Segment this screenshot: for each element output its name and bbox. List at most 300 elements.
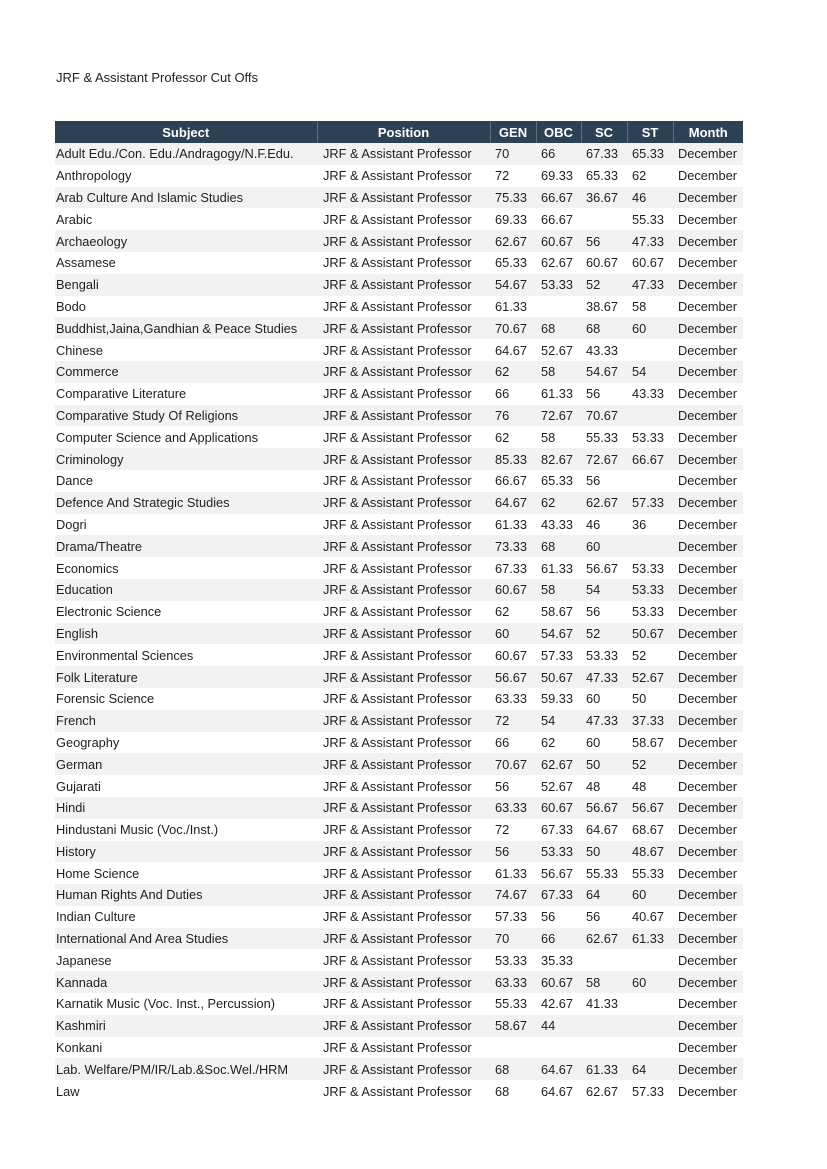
position-cell: JRF & Assistant Professor: [317, 601, 490, 623]
sc-cell: 68: [581, 317, 627, 339]
table-row: [55, 296, 743, 318]
position-cell: JRF & Assistant Professor: [317, 753, 490, 775]
table-row: [55, 361, 743, 383]
st-cell: 68.67: [627, 819, 673, 841]
obc-cell: 66.67: [536, 208, 581, 230]
obc-cell: 72.67: [536, 405, 581, 427]
position-cell: JRF & Assistant Professor: [317, 165, 490, 187]
subject-cell: Kannada: [55, 971, 317, 993]
subject-cell: Hindustani Music (Voc./Inst.): [55, 819, 317, 841]
sc-cell: [581, 949, 627, 971]
sc-cell: 61.33: [581, 1058, 627, 1080]
obc-cell: 52.67: [536, 339, 581, 361]
month-cell: December: [673, 862, 743, 884]
obc-cell: 58: [536, 579, 581, 601]
subject-cell: Electronic Science: [55, 601, 317, 623]
month-cell: December: [673, 710, 743, 732]
st-cell: 40.67: [627, 906, 673, 928]
gen-cell: 55.33: [490, 993, 536, 1015]
st-cell: [627, 470, 673, 492]
sc-cell: 50: [581, 841, 627, 863]
subject-cell: Bodo: [55, 296, 317, 318]
table-row: [55, 601, 743, 623]
month-cell: December: [673, 492, 743, 514]
st-cell: 60.67: [627, 252, 673, 274]
obc-cell: 57.33: [536, 644, 581, 666]
sc-cell: 55.33: [581, 426, 627, 448]
position-cell: JRF & Assistant Professor: [317, 187, 490, 209]
sc-cell: 60: [581, 535, 627, 557]
position-cell: JRF & Assistant Professor: [317, 688, 490, 710]
sc-cell: 41.33: [581, 993, 627, 1015]
subject-cell: Comparative Study Of Religions: [55, 405, 317, 427]
gen-cell: 62: [490, 361, 536, 383]
position-cell: JRF & Assistant Professor: [317, 514, 490, 536]
sc-cell: 67.33: [581, 143, 627, 165]
table-row: [55, 579, 743, 601]
subject-cell: Japanese: [55, 949, 317, 971]
subject-cell: Drama/Theatre: [55, 535, 317, 557]
st-cell: 43.33: [627, 383, 673, 405]
obc-cell: 58: [536, 426, 581, 448]
table-row: [55, 470, 743, 492]
subject-cell: Arabic: [55, 208, 317, 230]
table-row: [55, 949, 743, 971]
st-cell: 60: [627, 971, 673, 993]
obc-cell: 60.67: [536, 230, 581, 252]
table-row: [55, 230, 743, 252]
subject-cell: Home Science: [55, 862, 317, 884]
obc-cell: 65.33: [536, 470, 581, 492]
column-header-month: Month: [673, 121, 743, 143]
gen-cell: 72: [490, 819, 536, 841]
gen-cell: 60.67: [490, 644, 536, 666]
sc-cell: [581, 208, 627, 230]
position-cell: JRF & Assistant Professor: [317, 208, 490, 230]
table-row: [55, 732, 743, 754]
st-cell: 53.33: [627, 601, 673, 623]
obc-cell: 53.33: [536, 274, 581, 296]
table-row: [55, 1015, 743, 1037]
position-cell: JRF & Assistant Professor: [317, 1058, 490, 1080]
gen-cell: 70: [490, 143, 536, 165]
position-cell: JRF & Assistant Professor: [317, 971, 490, 993]
table-row: [55, 666, 743, 688]
table-row: [55, 252, 743, 274]
table-row: [55, 426, 743, 448]
table-row: [55, 339, 743, 361]
st-cell: 53.33: [627, 426, 673, 448]
st-cell: 60: [627, 317, 673, 339]
sc-cell: 52: [581, 274, 627, 296]
gen-cell: 68: [490, 1058, 536, 1080]
obc-cell: 56.67: [536, 862, 581, 884]
table-row: [55, 993, 743, 1015]
obc-cell: 66: [536, 928, 581, 950]
subject-cell: Defence And Strategic Studies: [55, 492, 317, 514]
obc-cell: 64.67: [536, 1080, 581, 1102]
obc-cell: 43.33: [536, 514, 581, 536]
sc-cell: 36.67: [581, 187, 627, 209]
table-row: [55, 623, 743, 645]
gen-cell: 68: [490, 1080, 536, 1102]
document-title: JRF & Assistant Professor Cut Offs: [56, 70, 259, 85]
month-cell: December: [673, 448, 743, 470]
subject-cell: Buddhist,Jaina,Gandhian & Peace Studies: [55, 317, 317, 339]
obc-cell: 66.67: [536, 187, 581, 209]
sc-cell: 65.33: [581, 165, 627, 187]
gen-cell: 70: [490, 928, 536, 950]
position-cell: JRF & Assistant Professor: [317, 862, 490, 884]
table-row: [55, 644, 743, 666]
position-cell: JRF & Assistant Professor: [317, 317, 490, 339]
position-cell: JRF & Assistant Professor: [317, 906, 490, 928]
column-header-obc: OBC: [536, 121, 581, 143]
gen-cell: 62: [490, 601, 536, 623]
obc-cell: 60.67: [536, 797, 581, 819]
subject-cell: Law: [55, 1080, 317, 1102]
position-cell: JRF & Assistant Professor: [317, 949, 490, 971]
sc-cell: 56: [581, 230, 627, 252]
position-cell: JRF & Assistant Professor: [317, 492, 490, 514]
gen-cell: 61.33: [490, 862, 536, 884]
month-cell: December: [673, 317, 743, 339]
gen-cell: 70.67: [490, 753, 536, 775]
sc-cell: 72.67: [581, 448, 627, 470]
subject-cell: Economics: [55, 557, 317, 579]
gen-cell: 75.33: [490, 187, 536, 209]
st-cell: 53.33: [627, 557, 673, 579]
subject-cell: Bengali: [55, 274, 317, 296]
gen-cell: 61.33: [490, 514, 536, 536]
sc-cell: 56.67: [581, 557, 627, 579]
sc-cell: 47.33: [581, 666, 627, 688]
month-cell: December: [673, 579, 743, 601]
obc-cell: 62.67: [536, 753, 581, 775]
sc-cell: [581, 1015, 627, 1037]
gen-cell: 73.33: [490, 535, 536, 557]
position-cell: JRF & Assistant Professor: [317, 296, 490, 318]
position-cell: JRF & Assistant Professor: [317, 797, 490, 819]
column-header-gen: GEN: [490, 121, 536, 143]
obc-cell: [536, 1037, 581, 1059]
month-cell: December: [673, 1058, 743, 1080]
table-row: [55, 187, 743, 209]
position-cell: JRF & Assistant Professor: [317, 448, 490, 470]
position-cell: JRF & Assistant Professor: [317, 339, 490, 361]
subject-cell: International And Area Studies: [55, 928, 317, 950]
table-row: [55, 535, 743, 557]
sc-cell: 46: [581, 514, 627, 536]
st-cell: 66.67: [627, 448, 673, 470]
subject-cell: Dance: [55, 470, 317, 492]
subject-cell: Folk Literature: [55, 666, 317, 688]
gen-cell: 60.67: [490, 579, 536, 601]
gen-cell: 74.67: [490, 884, 536, 906]
obc-cell: 62.67: [536, 252, 581, 274]
sc-cell: 55.33: [581, 862, 627, 884]
position-cell: JRF & Assistant Professor: [317, 143, 490, 165]
obc-cell: [536, 296, 581, 318]
table-row: [55, 1058, 743, 1080]
position-cell: JRF & Assistant Professor: [317, 470, 490, 492]
month-cell: December: [673, 1037, 743, 1059]
obc-cell: 60.67: [536, 971, 581, 993]
subject-cell: Konkani: [55, 1037, 317, 1059]
obc-cell: 52.67: [536, 775, 581, 797]
subject-cell: Chinese: [55, 339, 317, 361]
month-cell: December: [673, 775, 743, 797]
subject-cell: Assamese: [55, 252, 317, 274]
st-cell: [627, 993, 673, 1015]
st-cell: 47.33: [627, 274, 673, 296]
st-cell: 65.33: [627, 143, 673, 165]
table-row: [55, 557, 743, 579]
st-cell: 47.33: [627, 230, 673, 252]
table-row: [55, 710, 743, 732]
subject-cell: Kashmiri: [55, 1015, 317, 1037]
st-cell: 52: [627, 753, 673, 775]
st-cell: 53.33: [627, 579, 673, 601]
st-cell: 50.67: [627, 623, 673, 645]
gen-cell: 64.67: [490, 339, 536, 361]
st-cell: [627, 405, 673, 427]
st-cell: [627, 1037, 673, 1059]
table-row: [55, 383, 743, 405]
gen-cell: 54.67: [490, 274, 536, 296]
column-header-position: Position: [317, 121, 490, 143]
st-cell: 55.33: [627, 862, 673, 884]
subject-cell: Arab Culture And Islamic Studies: [55, 187, 317, 209]
sc-cell: 56: [581, 601, 627, 623]
position-cell: JRF & Assistant Professor: [317, 383, 490, 405]
sc-cell: 38.67: [581, 296, 627, 318]
column-header-st: ST: [627, 121, 673, 143]
sc-cell: 52: [581, 623, 627, 645]
st-cell: 60: [627, 884, 673, 906]
subject-cell: Commerce: [55, 361, 317, 383]
gen-cell: 66: [490, 732, 536, 754]
obc-cell: 53.33: [536, 841, 581, 863]
subject-cell: Anthropology: [55, 165, 317, 187]
month-cell: December: [673, 928, 743, 950]
obc-cell: 50.67: [536, 666, 581, 688]
obc-cell: 61.33: [536, 383, 581, 405]
subject-cell: Hindi: [55, 797, 317, 819]
month-cell: December: [673, 906, 743, 928]
st-cell: [627, 1015, 673, 1037]
month-cell: December: [673, 296, 743, 318]
gen-cell: 76: [490, 405, 536, 427]
gen-cell: 72: [490, 710, 536, 732]
gen-cell: [490, 1037, 536, 1059]
gen-cell: 63.33: [490, 688, 536, 710]
gen-cell: 61.33: [490, 296, 536, 318]
month-cell: December: [673, 819, 743, 841]
obc-cell: 54: [536, 710, 581, 732]
obc-cell: 68: [536, 317, 581, 339]
subject-cell: History: [55, 841, 317, 863]
month-cell: December: [673, 601, 743, 623]
month-cell: December: [673, 644, 743, 666]
position-cell: JRF & Assistant Professor: [317, 928, 490, 950]
month-cell: December: [673, 732, 743, 754]
month-cell: December: [673, 143, 743, 165]
table-row: [55, 862, 743, 884]
month-cell: December: [673, 841, 743, 863]
subject-cell: Dogri: [55, 514, 317, 536]
obc-cell: 61.33: [536, 557, 581, 579]
table-row: [55, 797, 743, 819]
month-cell: December: [673, 339, 743, 361]
position-cell: JRF & Assistant Professor: [317, 252, 490, 274]
obc-cell: 62: [536, 732, 581, 754]
gen-cell: 63.33: [490, 797, 536, 819]
sc-cell: 58: [581, 971, 627, 993]
st-cell: 54: [627, 361, 673, 383]
obc-cell: 64.67: [536, 1058, 581, 1080]
month-cell: December: [673, 361, 743, 383]
sc-cell: 56: [581, 383, 627, 405]
sc-cell: 54: [581, 579, 627, 601]
table-row: [55, 492, 743, 514]
position-cell: JRF & Assistant Professor: [317, 666, 490, 688]
month-cell: December: [673, 666, 743, 688]
subject-cell: Adult Edu./Con. Edu./Andragogy/N.F.Edu.: [55, 143, 317, 165]
subject-cell: German: [55, 753, 317, 775]
st-cell: [627, 339, 673, 361]
month-cell: December: [673, 971, 743, 993]
month-cell: December: [673, 252, 743, 274]
month-cell: December: [673, 405, 743, 427]
month-cell: December: [673, 884, 743, 906]
position-cell: JRF & Assistant Professor: [317, 993, 490, 1015]
cutoff-table: [55, 121, 743, 1102]
table-row: [55, 165, 743, 187]
table-row: [55, 143, 743, 165]
st-cell: 52: [627, 644, 673, 666]
subject-cell: Computer Science and Applications: [55, 426, 317, 448]
sc-cell: 56: [581, 470, 627, 492]
position-cell: JRF & Assistant Professor: [317, 405, 490, 427]
obc-cell: 62: [536, 492, 581, 514]
month-cell: December: [673, 383, 743, 405]
table-header: [55, 121, 743, 143]
table-row: [55, 841, 743, 863]
subject-cell: Forensic Science: [55, 688, 317, 710]
table-row: [55, 317, 743, 339]
position-cell: JRF & Assistant Professor: [317, 710, 490, 732]
subject-cell: Criminology: [55, 448, 317, 470]
table-row: [55, 448, 743, 470]
obc-cell: 56: [536, 906, 581, 928]
st-cell: 58.67: [627, 732, 673, 754]
table-row: [55, 514, 743, 536]
subject-cell: Environmental Sciences: [55, 644, 317, 666]
st-cell: 57.33: [627, 492, 673, 514]
table-row: [55, 928, 743, 950]
sc-cell: 48: [581, 775, 627, 797]
month-cell: December: [673, 274, 743, 296]
table-row: [55, 971, 743, 993]
gen-cell: 56: [490, 775, 536, 797]
gen-cell: 57.33: [490, 906, 536, 928]
month-cell: December: [673, 187, 743, 209]
obc-cell: 82.67: [536, 448, 581, 470]
month-cell: December: [673, 514, 743, 536]
month-cell: December: [673, 949, 743, 971]
obc-cell: 42.67: [536, 993, 581, 1015]
st-cell: 50: [627, 688, 673, 710]
position-cell: JRF & Assistant Professor: [317, 230, 490, 252]
month-cell: December: [673, 797, 743, 819]
st-cell: 62: [627, 165, 673, 187]
sc-cell: 62.67: [581, 1080, 627, 1102]
sc-cell: 54.67: [581, 361, 627, 383]
column-header-subject: Subject: [55, 121, 317, 143]
subject-cell: Gujarati: [55, 775, 317, 797]
sc-cell: 60: [581, 688, 627, 710]
sc-cell: 56: [581, 906, 627, 928]
st-cell: 57.33: [627, 1080, 673, 1102]
st-cell: [627, 949, 673, 971]
gen-cell: 66: [490, 383, 536, 405]
month-cell: December: [673, 426, 743, 448]
st-cell: 52.67: [627, 666, 673, 688]
sc-cell: 64: [581, 884, 627, 906]
sc-cell: 47.33: [581, 710, 627, 732]
sc-cell: 50: [581, 753, 627, 775]
gen-cell: 62: [490, 426, 536, 448]
position-cell: JRF & Assistant Professor: [317, 841, 490, 863]
sc-cell: 43.33: [581, 339, 627, 361]
table-body: [55, 143, 743, 1102]
position-cell: JRF & Assistant Professor: [317, 644, 490, 666]
sc-cell: 64.67: [581, 819, 627, 841]
position-cell: JRF & Assistant Professor: [317, 557, 490, 579]
gen-cell: 63.33: [490, 971, 536, 993]
table-row: [55, 1037, 743, 1059]
gen-cell: 56: [490, 841, 536, 863]
obc-cell: 35.33: [536, 949, 581, 971]
gen-cell: 58.67: [490, 1015, 536, 1037]
sc-cell: 70.67: [581, 405, 627, 427]
position-cell: JRF & Assistant Professor: [317, 819, 490, 841]
month-cell: December: [673, 230, 743, 252]
table-row: [55, 775, 743, 797]
gen-cell: 65.33: [490, 252, 536, 274]
st-cell: [627, 535, 673, 557]
obc-cell: 59.33: [536, 688, 581, 710]
position-cell: JRF & Assistant Professor: [317, 274, 490, 296]
subject-cell: English: [55, 623, 317, 645]
month-cell: December: [673, 208, 743, 230]
st-cell: 55.33: [627, 208, 673, 230]
obc-cell: 67.33: [536, 884, 581, 906]
st-cell: 46: [627, 187, 673, 209]
subject-cell: Comparative Literature: [55, 383, 317, 405]
position-cell: JRF & Assistant Professor: [317, 535, 490, 557]
month-cell: December: [673, 557, 743, 579]
st-cell: 58: [627, 296, 673, 318]
sc-cell: 62.67: [581, 492, 627, 514]
month-cell: December: [673, 1015, 743, 1037]
gen-cell: 67.33: [490, 557, 536, 579]
month-cell: December: [673, 535, 743, 557]
st-cell: 64: [627, 1058, 673, 1080]
gen-cell: 69.33: [490, 208, 536, 230]
subject-cell: Karnatik Music (Voc. Inst., Percussion): [55, 993, 317, 1015]
